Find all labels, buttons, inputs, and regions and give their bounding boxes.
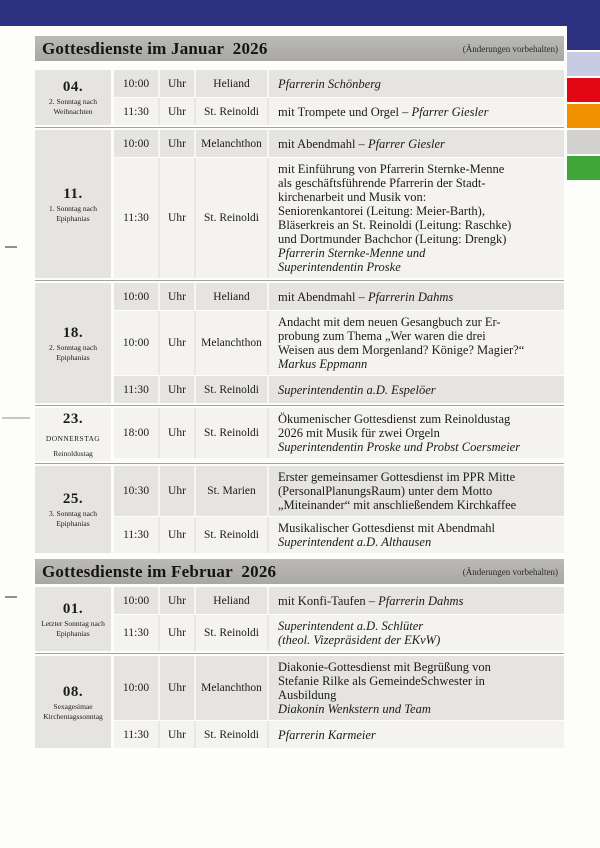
service-group xyxy=(35,70,564,125)
day-label: Epiphanias xyxy=(56,352,90,362)
unit-cell: Uhr xyxy=(158,376,194,403)
description-line xyxy=(278,470,515,484)
time-cell: 11:30 xyxy=(123,383,149,396)
day-label: Weihnachten xyxy=(53,107,93,116)
date-cell xyxy=(35,466,111,553)
day-number: 08. xyxy=(62,683,84,700)
description-text: Diakonie-Gottesdienst mit Begrüßung von xyxy=(278,660,491,674)
group-rows xyxy=(114,130,564,278)
unit-cell: Uhr xyxy=(158,656,194,720)
description-line xyxy=(278,357,367,371)
day-label: DONNERSTAG xyxy=(45,434,101,443)
service-row xyxy=(114,311,564,375)
section-header xyxy=(35,559,564,584)
service-row xyxy=(114,98,564,125)
time-cell: 10:30 xyxy=(122,485,150,497)
description-text: „Miteinander“ mit anschließendem Kirchkaffee xyxy=(278,498,517,512)
unit-cell: Uhr xyxy=(158,517,194,553)
place-cell: Melanchthon xyxy=(194,656,267,720)
unit-cell: Uhr xyxy=(158,615,194,651)
orange-square xyxy=(567,104,600,128)
service-group xyxy=(35,280,564,403)
description-cell xyxy=(267,283,564,310)
day-label: Sexagesimae xyxy=(53,701,93,711)
description-line xyxy=(278,412,510,426)
group-rows xyxy=(114,587,564,651)
description-line xyxy=(278,246,425,260)
description-text: Weisen aus dem Morgenland? Könige? Magier?“ xyxy=(278,343,525,357)
description-text: Ökumenischer Gottesdienst zum Reinoldustag xyxy=(278,412,511,426)
place-cell: St. Reinoldi xyxy=(194,376,267,403)
service-group xyxy=(35,127,564,278)
day-label: Letzter Sonntag nach xyxy=(41,618,105,628)
description-text: Erster gemeinsamer Gottesdienst im PPR Mitte xyxy=(278,470,516,484)
description-line xyxy=(278,521,495,535)
place-cell: St. Reinoldi xyxy=(194,721,267,748)
place-cell: St. Marien xyxy=(194,466,267,516)
person-name: Markus Eppmann xyxy=(278,357,368,371)
date-cell xyxy=(35,587,111,651)
description-cell xyxy=(267,70,564,97)
group-rows xyxy=(114,408,564,461)
place-cell: St. Reinoldi xyxy=(194,615,267,651)
description-line xyxy=(278,315,501,329)
service-group xyxy=(35,587,564,651)
description-line xyxy=(278,484,492,498)
day-number: 11. xyxy=(63,185,83,202)
section-title: Gottesdienste im Januar 2026 xyxy=(42,38,268,58)
unit-cell: Uhr xyxy=(158,283,194,310)
description-line xyxy=(278,702,431,716)
service-row xyxy=(114,517,564,553)
date-cell xyxy=(35,656,111,748)
service-row xyxy=(114,158,564,278)
unit-cell: Uhr xyxy=(158,721,194,748)
unit-cell: Uhr xyxy=(158,587,194,614)
fold-mark xyxy=(2,417,30,419)
person-name: Pfarrer Giesler xyxy=(367,136,445,151)
description-cell xyxy=(267,311,564,375)
service-row xyxy=(114,376,564,403)
service-group xyxy=(35,463,564,553)
time-cell: 11:30 xyxy=(123,529,149,541)
date-cell xyxy=(35,70,111,125)
day-number: 18. xyxy=(62,324,84,341)
color-tab-strip xyxy=(567,0,600,180)
group-rows xyxy=(114,283,564,403)
service-row xyxy=(114,70,564,97)
time-cell: 18:00 xyxy=(122,427,150,439)
time-cell: 10:00 xyxy=(122,137,150,150)
section-header xyxy=(35,36,564,61)
description-text: mit Abendmahl – xyxy=(278,136,368,151)
description-cell xyxy=(267,408,564,458)
description-line xyxy=(278,105,488,119)
description-line xyxy=(278,218,511,232)
time-cell: 10:00 xyxy=(122,682,150,694)
description-line xyxy=(278,594,463,608)
description-cell xyxy=(267,656,564,720)
date-cell xyxy=(35,130,111,278)
description-text: Bläserkreis an St. Reinoldi (Leitung: Raschke) xyxy=(278,218,512,232)
person-name: Pfarrer Giesler xyxy=(411,104,489,119)
place-cell: St. Reinoldi xyxy=(194,517,267,553)
description-line xyxy=(278,660,491,674)
description-cell xyxy=(267,376,564,403)
place-cell: Melanchthon xyxy=(194,130,267,157)
navy-square xyxy=(567,0,600,50)
time-cell: 10:00 xyxy=(122,594,150,607)
description-line xyxy=(278,137,445,151)
description-line xyxy=(278,190,426,204)
green-square xyxy=(567,156,600,180)
group-rows xyxy=(114,70,564,125)
person-name: Pfarrerin Sternke-Menne und xyxy=(278,246,426,260)
person-name: Superintendentin Proske und Probst Coersmeier xyxy=(278,440,521,454)
place-cell: St. Reinoldi xyxy=(194,408,267,458)
day-number: 01. xyxy=(62,600,84,617)
section-groups xyxy=(35,587,564,748)
description-cell xyxy=(267,587,564,614)
description-text: mit Abendmahl – xyxy=(278,289,368,304)
description-text: und Dortmunder Bachchor (Leitung: Drengk) xyxy=(278,232,507,246)
day-label: Epiphanias xyxy=(56,519,90,528)
day-label: Kirchentagssonntag xyxy=(43,711,103,721)
time-cell: 11:30 xyxy=(123,728,149,741)
description-cell xyxy=(267,466,564,516)
day-label: Reinoldustag xyxy=(53,449,93,458)
description-cell xyxy=(267,130,564,157)
description-line xyxy=(278,619,423,633)
unit-cell: Uhr xyxy=(158,311,194,375)
time-cell: 11:30 xyxy=(123,105,149,118)
unit-cell: Uhr xyxy=(158,70,194,97)
fold-mark xyxy=(5,596,17,598)
day-number: 23. xyxy=(62,411,84,427)
service-row xyxy=(114,615,564,651)
description-text: mit Konfi-Taufen – xyxy=(278,593,379,608)
description-line xyxy=(278,162,504,176)
unit-cell: Uhr xyxy=(158,130,194,157)
place-cell: Heliand xyxy=(194,70,267,97)
service-row xyxy=(114,130,564,157)
description-cell xyxy=(267,98,564,125)
section-groups xyxy=(35,70,564,553)
document-body xyxy=(35,36,564,748)
time-cell: 10:00 xyxy=(122,290,150,303)
description-line xyxy=(278,728,376,742)
section-title: Gottesdienste im Februar 2026 xyxy=(42,561,277,581)
description-line xyxy=(278,426,440,440)
description-text: probung zum Thema „Wer waren die drei xyxy=(278,329,486,343)
description-cell xyxy=(267,517,564,553)
time-cell: 11:30 xyxy=(123,627,149,639)
day-label: 2. Sonntag nach xyxy=(48,97,98,106)
gray-square xyxy=(567,130,600,154)
person-name: Pfarrerin Karmeier xyxy=(278,727,376,742)
description-line xyxy=(278,290,453,304)
description-line xyxy=(278,77,381,91)
service-row xyxy=(114,408,564,458)
description-text: mit Einführung von Pfarrerin Sternke-Menne xyxy=(278,162,505,176)
red-square xyxy=(567,78,600,102)
description-text: (PersonalPlanungsRaum) unter dem Motto xyxy=(278,484,493,498)
description-cell xyxy=(267,721,564,748)
description-line xyxy=(278,176,486,190)
person-name: Superintendent a.D. Schlüter xyxy=(278,619,424,633)
description-text: Ausbildung xyxy=(278,688,337,702)
time-cell: 10:00 xyxy=(122,77,150,90)
time-cell: 10:00 xyxy=(122,337,150,349)
day-number: 25. xyxy=(62,491,84,507)
description-line xyxy=(278,535,431,549)
unit-cell: Uhr xyxy=(158,466,194,516)
place-cell: St. Reinoldi xyxy=(194,98,267,125)
person-name: Pfarrerin Dahms xyxy=(378,593,464,608)
description-text: Stefanie Rilke als GemeindeSchwester in xyxy=(278,674,485,688)
day-label: 3. Sonntag nach xyxy=(48,509,98,518)
description-line xyxy=(278,633,440,647)
group-rows xyxy=(114,656,564,748)
group-rows xyxy=(114,466,564,553)
service-row xyxy=(114,587,564,614)
description-line xyxy=(278,674,485,688)
date-cell xyxy=(35,283,111,403)
description-text: 2026 mit Musik für zwei Orgeln xyxy=(278,426,440,440)
section-note: (Änderungen vorbehalten) xyxy=(462,43,558,54)
description-cell xyxy=(267,158,564,278)
service-group xyxy=(35,405,564,461)
person-name: (theol. Vizepräsident der EKvW) xyxy=(278,633,441,647)
person-name: Diakonin Wenkstern und Team xyxy=(278,702,431,716)
service-row xyxy=(114,466,564,516)
place-cell: Heliand xyxy=(194,283,267,310)
day-label: 2. Sonntag nach xyxy=(48,342,98,352)
description-text: Seniorenkantorei (Leitung: Meier-Barth), xyxy=(278,204,485,218)
top-banner-bar xyxy=(0,0,600,26)
description-text: Musikalischer Gottesdienst mit Abendmahl xyxy=(278,521,495,535)
unit-cell: Uhr xyxy=(158,98,194,125)
fold-mark xyxy=(5,246,17,248)
day-label: Epiphanias xyxy=(56,628,90,638)
person-name: Superintendentin Proske xyxy=(278,260,401,274)
description-line xyxy=(278,343,524,357)
description-line xyxy=(278,688,336,702)
place-cell: St. Reinoldi xyxy=(194,158,267,278)
unit-cell: Uhr xyxy=(158,158,194,278)
place-cell: Heliand xyxy=(194,587,267,614)
description-line xyxy=(278,204,485,218)
service-row xyxy=(114,283,564,310)
description-text: kirchenarbeit und Musik von: xyxy=(278,190,427,204)
date-cell xyxy=(35,408,111,461)
description-line xyxy=(278,440,520,454)
day-label: 1. Sonntag nach xyxy=(48,203,98,213)
lavender-square xyxy=(567,52,600,76)
description-text: als geschäftsführende Pfarrerin der Stadt- xyxy=(278,176,486,190)
day-label: Epiphanias xyxy=(56,213,90,223)
unit-cell: Uhr xyxy=(158,408,194,458)
person-name: Pfarrerin Schönberg xyxy=(278,76,381,91)
time-cell: 11:30 xyxy=(123,212,149,224)
description-text: Andacht mit dem neuen Gesangbuch zur Er- xyxy=(278,315,501,329)
description-text: mit Trompete und Orgel – xyxy=(278,104,412,119)
description-line xyxy=(278,260,401,274)
person-name: Superintendentin a.D. Espelöer xyxy=(278,382,436,397)
description-line xyxy=(278,329,486,343)
service-group xyxy=(35,653,564,748)
section-note: (Änderungen vorbehalten) xyxy=(462,566,558,577)
place-cell: Melanchthon xyxy=(194,311,267,375)
service-row xyxy=(114,721,564,748)
description-line xyxy=(278,498,516,512)
service-row xyxy=(114,656,564,720)
description-cell xyxy=(267,615,564,651)
day-number: 04. xyxy=(62,79,84,95)
person-name: Superintendent a.D. Althausen xyxy=(278,535,432,549)
description-line xyxy=(278,383,436,397)
person-name: Pfarrerin Dahms xyxy=(367,289,454,304)
description-line xyxy=(278,232,506,246)
